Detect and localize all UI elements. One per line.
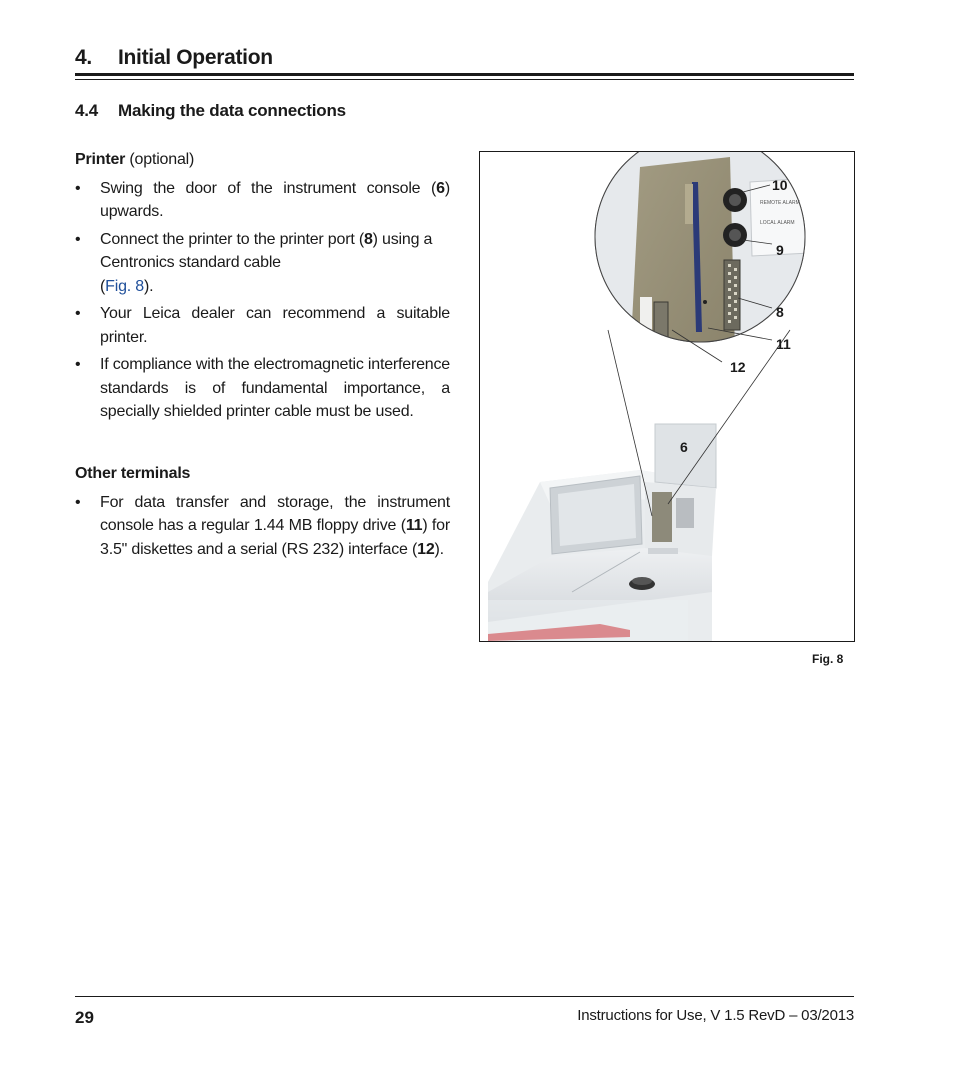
- paren-close: ).: [143, 277, 154, 295]
- other-terminals-block: [75, 462, 450, 565]
- instrument-illustration: [480, 152, 854, 641]
- callout-ref: 6: [436, 179, 445, 197]
- list-item: [75, 177, 450, 224]
- list-item: [75, 302, 450, 349]
- bullet-text: Swing the door of the instrument console (: [100, 179, 437, 197]
- callout-12: 12: [730, 359, 746, 375]
- callout-ref: 12: [417, 540, 435, 558]
- fig-link[interactable]: Fig. 8: [105, 277, 144, 295]
- magnified-view: [595, 152, 828, 372]
- printer-heading: Printer: [75, 151, 126, 168]
- bullet-text: ) using a Centronics standard cable: [100, 230, 433, 271]
- list-item: [75, 491, 450, 562]
- chapter-heading: [75, 46, 273, 70]
- header-rule-thin: [75, 79, 854, 80]
- callout-8: 8: [776, 304, 784, 320]
- figure-8: [479, 151, 855, 642]
- footer-doc-info: Instructions for Use, V 1.5 RevD – 03/2013: [577, 1007, 854, 1024]
- list-item: [75, 228, 450, 299]
- section-title: Making the data connections: [118, 101, 346, 120]
- page-number: 29: [75, 1008, 94, 1027]
- chapter-number: 4.: [75, 46, 92, 69]
- local-alarm-label: LOCAL ALARM: [760, 220, 795, 226]
- paren-open: (: [100, 277, 106, 295]
- callout-ref: 8: [363, 230, 373, 248]
- callout-9: 9: [776, 242, 784, 258]
- callout-6: 6: [680, 439, 688, 455]
- figure-caption: Fig. 8: [812, 652, 844, 666]
- printer-heading-line: [75, 148, 450, 172]
- section-number: 4.4: [75, 101, 99, 120]
- bullet-text: Connect the printer to the printer port (: [100, 230, 364, 248]
- printer-block: [75, 148, 450, 428]
- section-heading: [75, 101, 346, 121]
- list-item: [75, 353, 450, 424]
- callout-10: 10: [772, 177, 788, 193]
- footer-rule: [75, 996, 854, 997]
- bullet-text: Your Leica dealer can recommend a suitable printer.: [100, 305, 450, 346]
- chapter-title: Initial Operation: [118, 46, 273, 69]
- callout-11: 11: [776, 336, 791, 352]
- bullet-text: ) for 3.5" diskettes and a serial (RS 232) interface (: [100, 517, 450, 558]
- printer-bullets: [75, 177, 450, 424]
- other-bullets: [75, 491, 450, 562]
- other-terminals-heading: Other terminals: [75, 465, 191, 482]
- printer-heading-suffix: (optional): [125, 151, 195, 168]
- bullet-text: ) upwards.: [100, 179, 450, 220]
- header-rule-thick: [75, 73, 854, 76]
- remote-alarm-label: REMOTE ALARM: [760, 200, 800, 206]
- callout-ref: 11: [405, 517, 423, 534]
- bullet-text: If compliance with the electromagnetic interference standards is of fundamental importance, a specially shielded printer cable must be used.: [100, 356, 450, 420]
- bullet-text: For data transfer and storage, the instrument console has a regular 1.44 MB floppy drive (: [100, 493, 450, 534]
- bullet-text: ).: [434, 540, 444, 558]
